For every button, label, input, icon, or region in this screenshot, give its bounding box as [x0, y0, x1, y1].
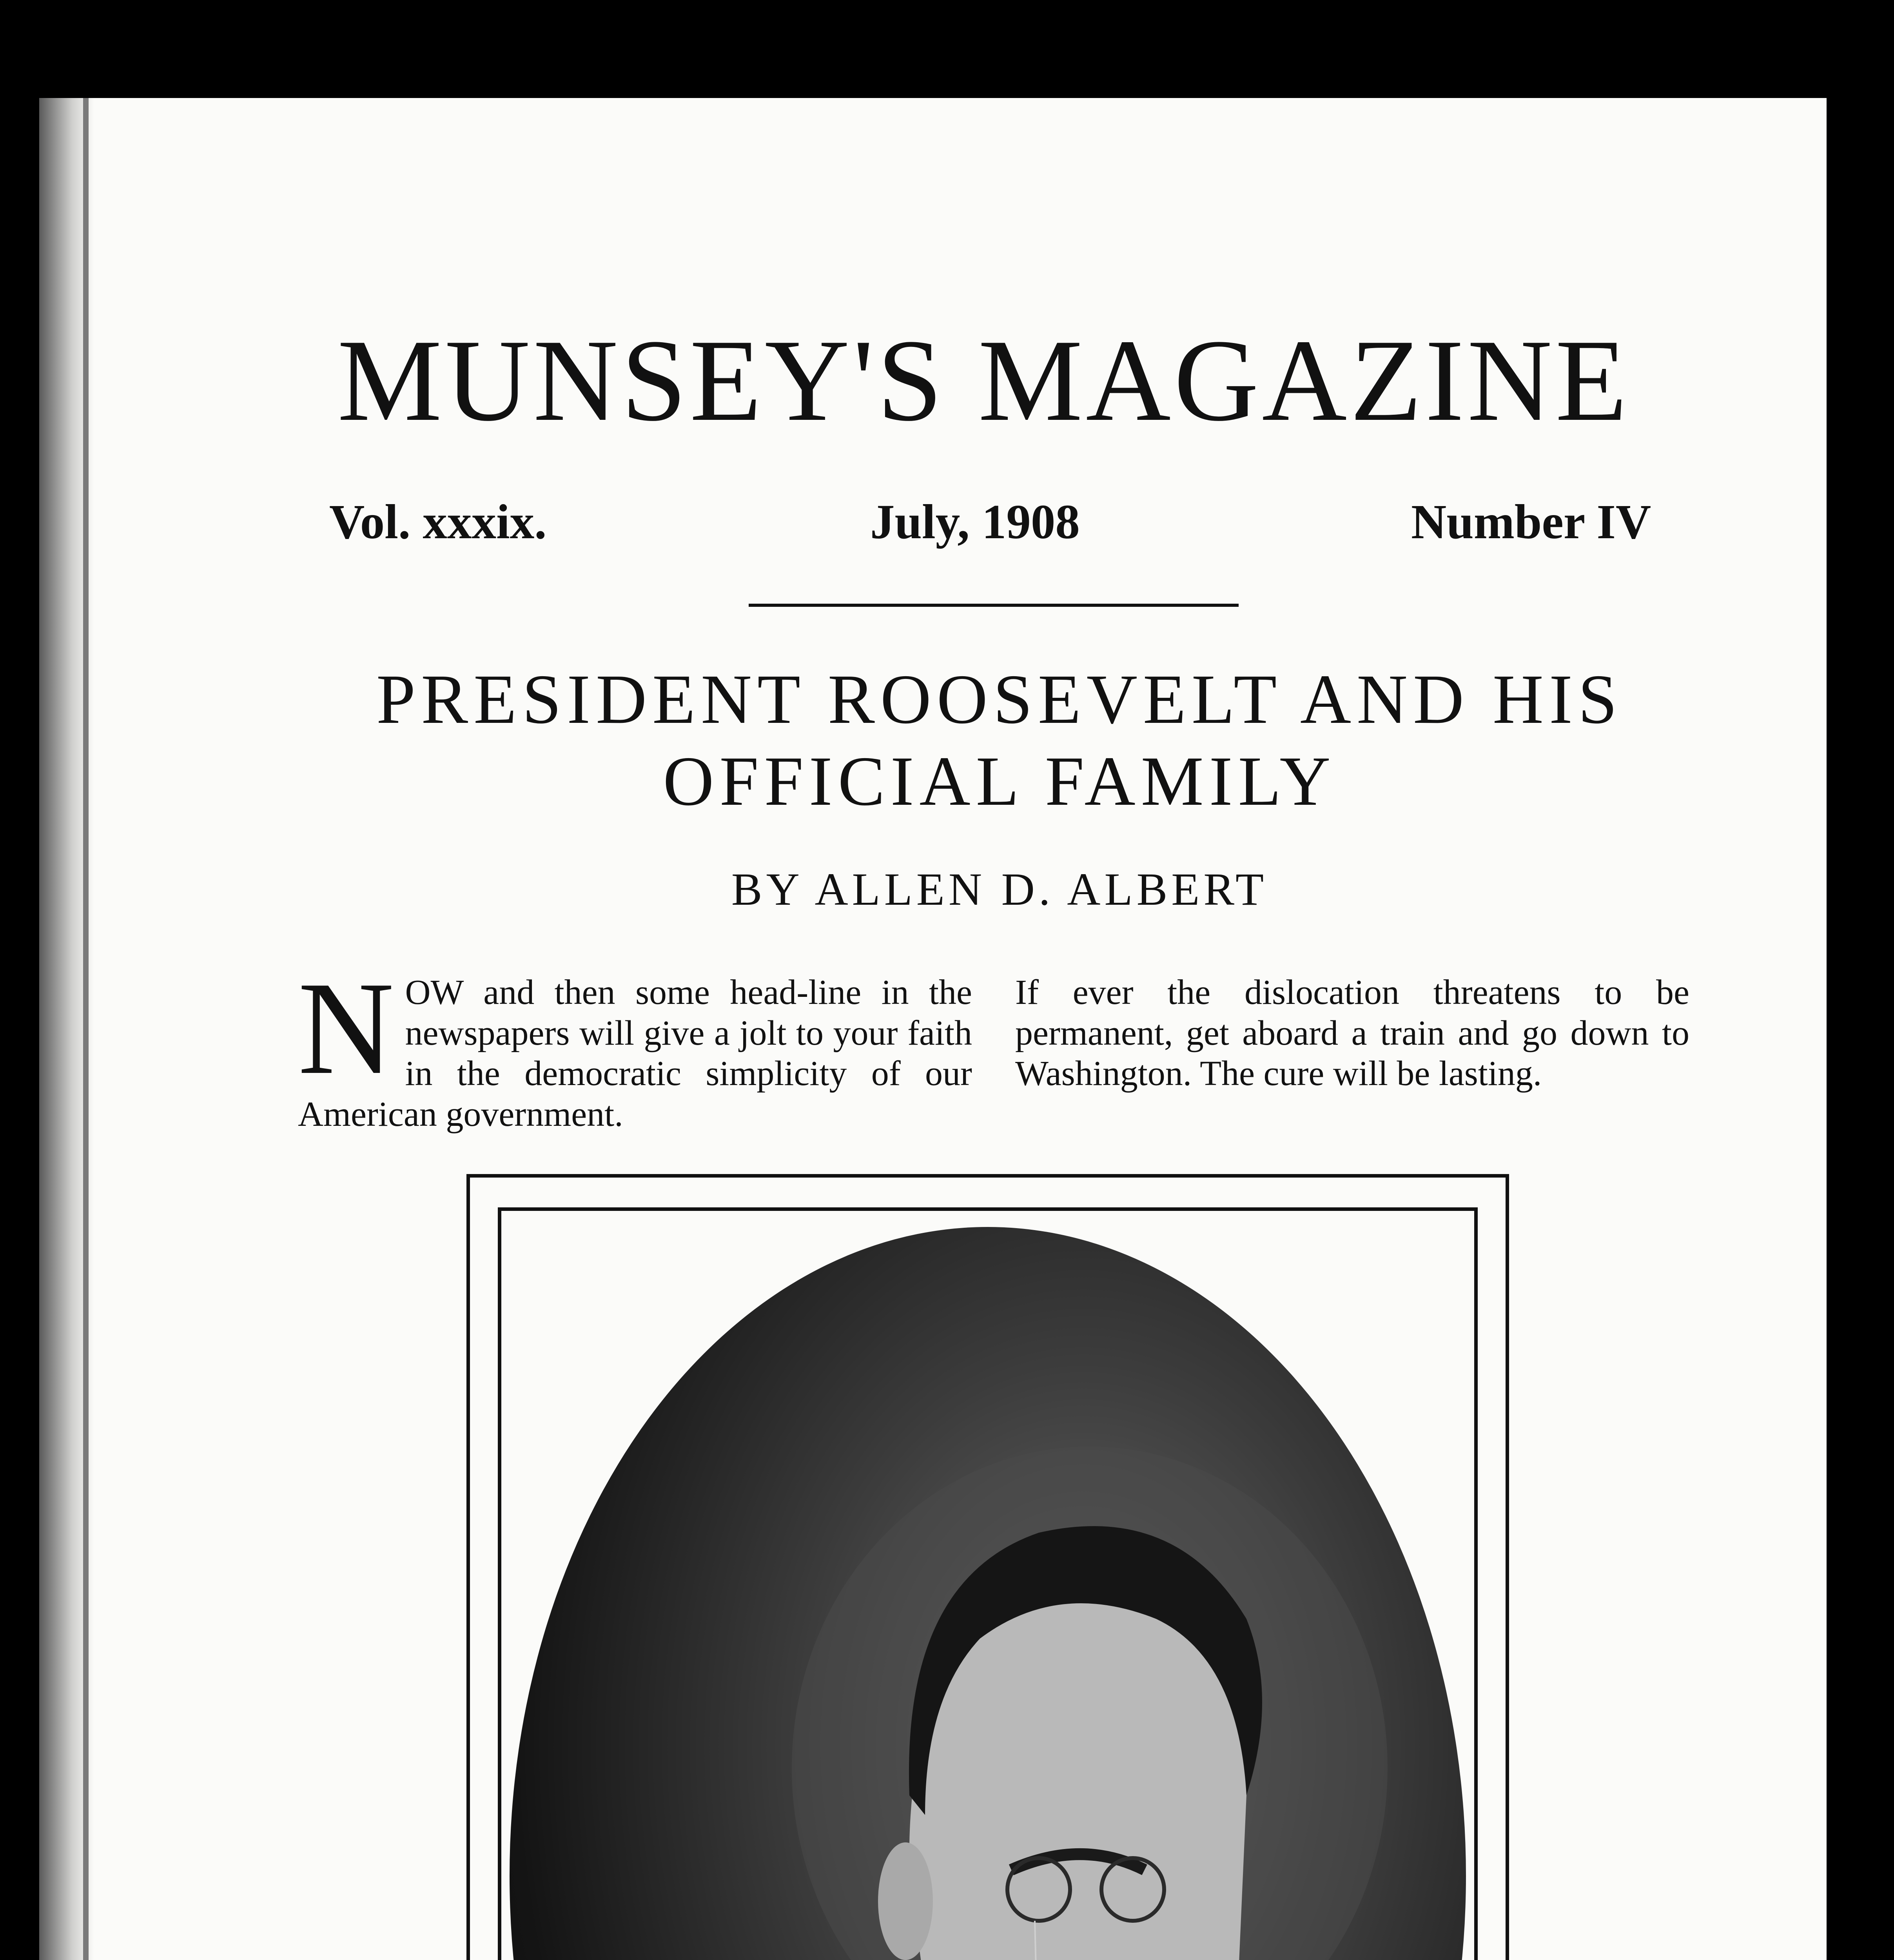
paragraph-continued: If ever the dislocation threatens to be permanent, get aboard a train and go down to Washington. The cure will be lasting.: [1015, 973, 1689, 1093]
article-byline: BY ALLEN D. ALBERT: [731, 864, 1268, 915]
headline-line-2: OFFICIAL FAMILY: [663, 742, 1336, 820]
volume-label: Vol. xxxix.: [329, 495, 547, 549]
headline-line-1: PRESIDENT ROOSEVELT AND HIS: [376, 660, 1623, 738]
text-column-right: [1015, 972, 1689, 1094]
paragraph-opening: OW and then some head-line in the newspapers will give a jolt to your faith in the democratic simplicity of our American government.: [298, 973, 972, 1134]
article-headline: [274, 659, 1725, 822]
divider-rule: [749, 604, 1239, 607]
issue-number: Number IV: [1411, 495, 1651, 549]
drop-cap: N: [298, 954, 394, 1102]
issue-date: July, 1908: [870, 495, 1080, 549]
text-column-left: [298, 954, 972, 1134]
magazine-title: MUNSEY'S MAGAZINE: [337, 315, 1631, 445]
spine-edge: [83, 98, 89, 1960]
